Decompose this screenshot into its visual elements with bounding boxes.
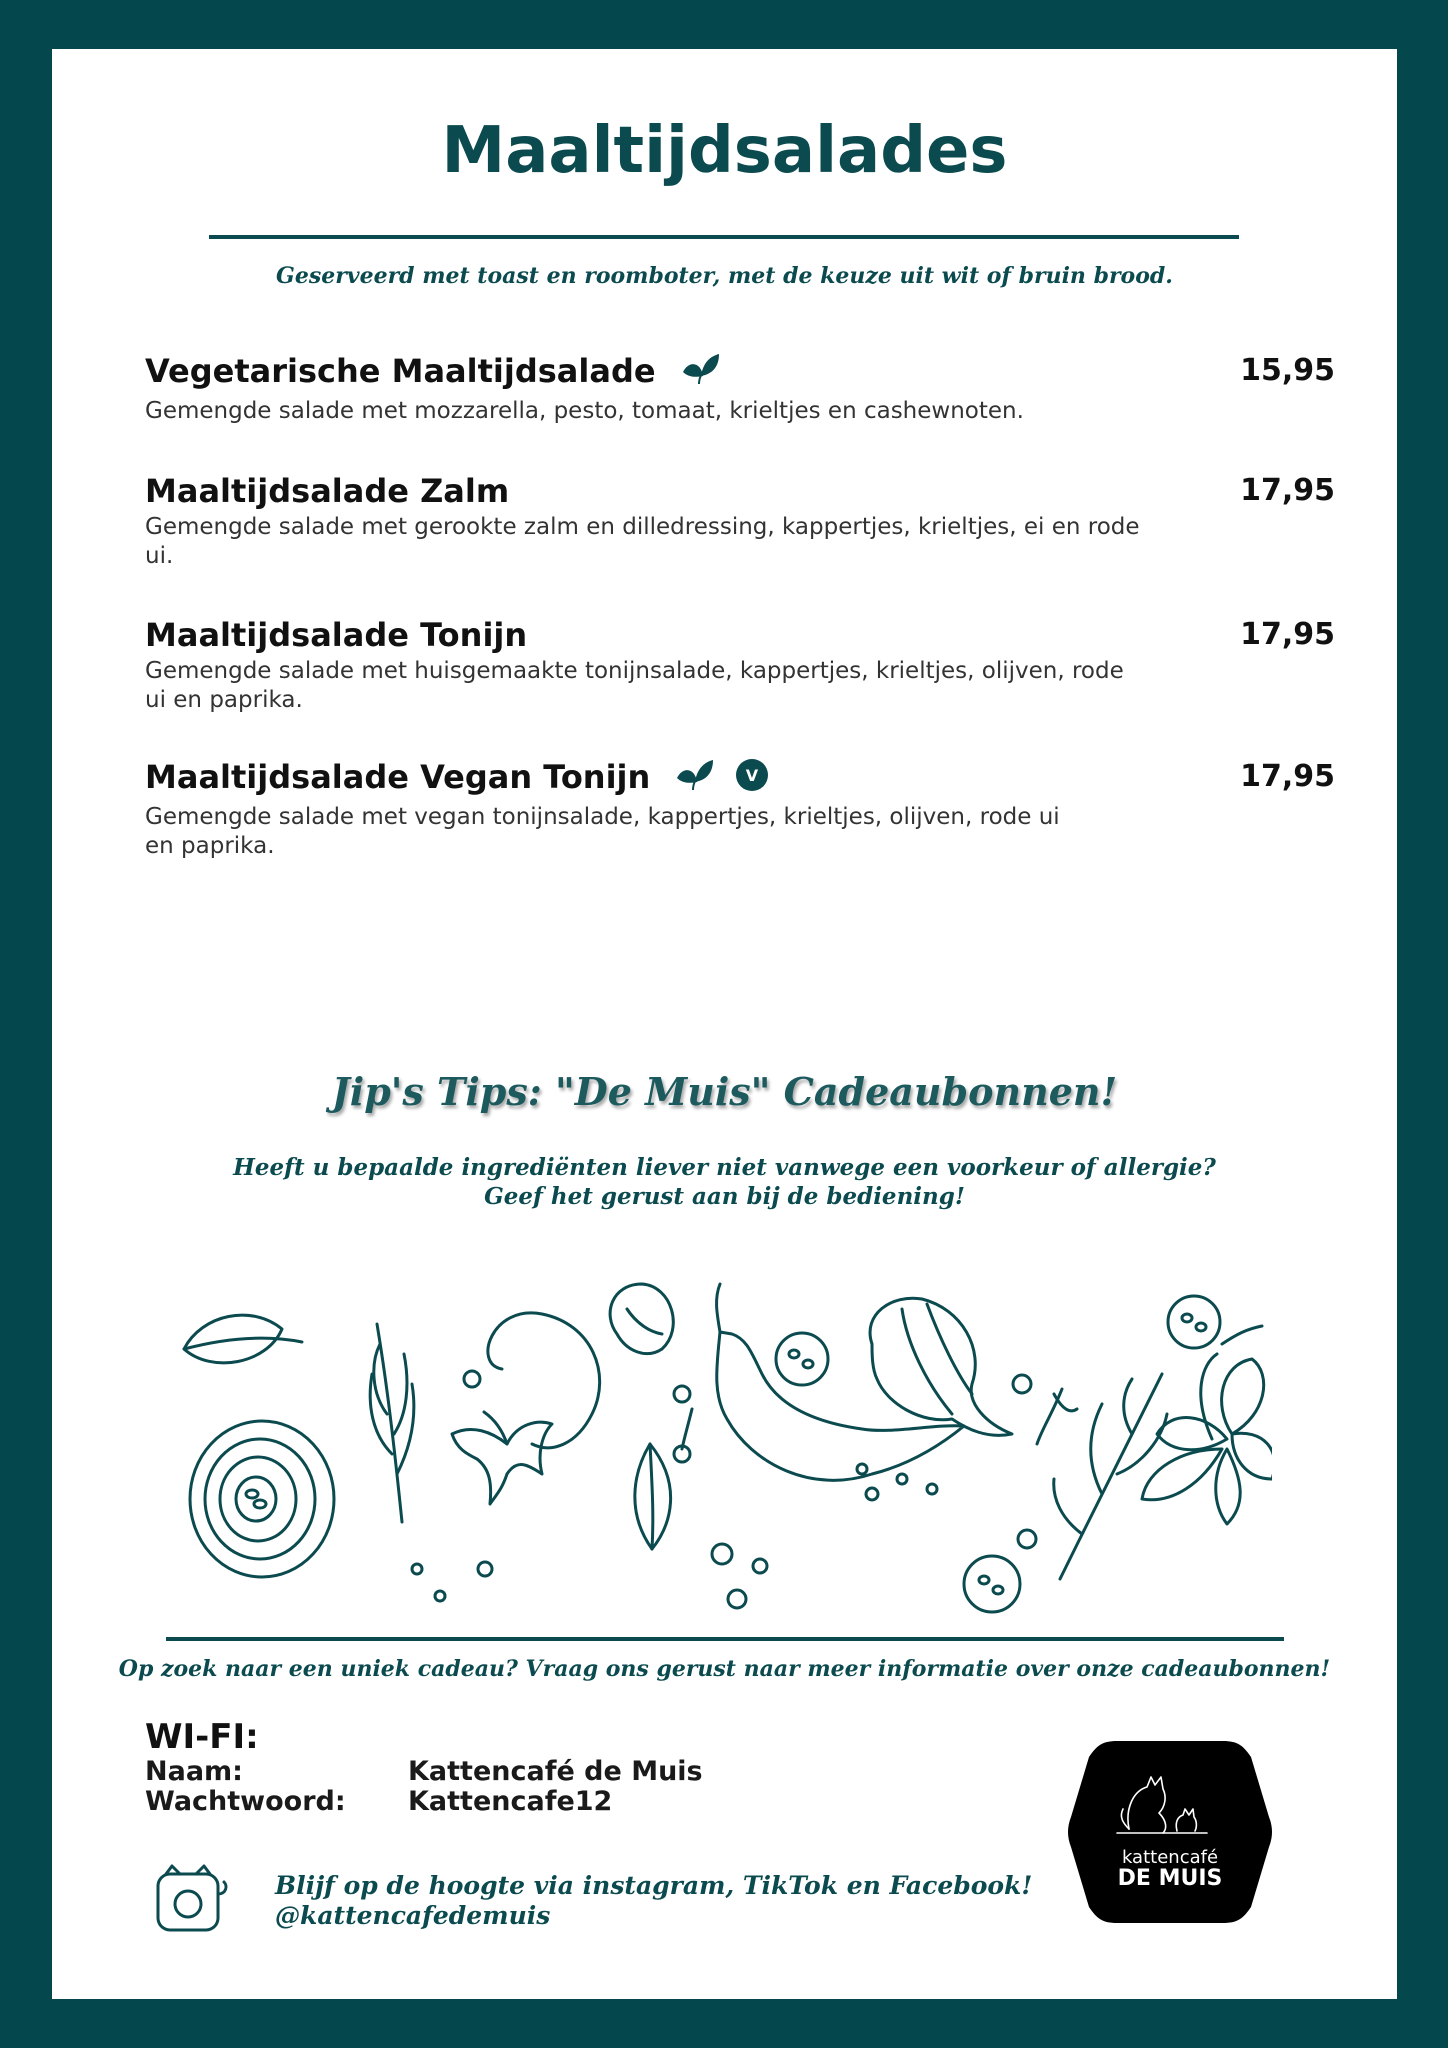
basil-leaf-illustration	[635, 1444, 671, 1549]
onion-slice-illustration	[190, 1421, 334, 1577]
leaf-icon	[673, 758, 715, 801]
wifi-password-row	[145, 1786, 612, 1817]
item-description: Gemengde salade met vegan tonijnsalade, kappertjes, krieltjes, olijven, rode ui en paprika.	[145, 803, 1060, 859]
menu-item	[145, 471, 1335, 571]
social-text	[275, 1871, 1032, 1931]
basil-bunch-illustration	[1142, 1354, 1272, 1524]
menu-page	[52, 49, 1397, 1999]
instagram-icon	[152, 1864, 232, 1934]
social-handle: @kattencafedemuis	[275, 1901, 551, 1930]
wifi-password-value: Kattencafe12	[408, 1786, 613, 1817]
menu-item	[145, 615, 1335, 715]
logo-line-1: kattencafé	[1121, 1847, 1219, 1868]
footer-divider	[166, 1637, 1284, 1641]
garlic-illustration	[610, 1284, 673, 1354]
item-name: Maaltijdsalade Tonijn	[145, 616, 528, 654]
tips-text	[52, 1153, 1397, 1211]
vegan-mark: V	[745, 765, 758, 785]
page-title: Maaltijdsalades	[441, 114, 1008, 188]
logo-line-2: DE MUIS	[1117, 1866, 1223, 1891]
leaf-illustration	[184, 1315, 302, 1363]
item-price: 15,95	[1240, 353, 1335, 388]
vegan-v-icon	[735, 758, 769, 801]
tomato-illustration	[452, 1313, 600, 1504]
wifi-name-value: Kattencafé de Muis	[408, 1756, 703, 1787]
clove-illustration	[674, 1389, 1077, 1462]
item-price: 17,95	[1240, 759, 1335, 794]
onion-illustration	[870, 1298, 1012, 1435]
rosemary-right-illustration	[1054, 1374, 1167, 1579]
menu-item	[145, 757, 1335, 861]
pea-dots-illustration	[412, 1371, 1036, 1608]
cafe-logo	[1067, 1741, 1273, 1923]
item-description: Gemengde salade met gerookte zalm en dilledressing, kappertjes, krieltjes, ei en rode ui.	[145, 514, 1140, 569]
tips-title: Jip's Tips: "De Muis" Cadeaubonnen!	[331, 1069, 1118, 1114]
social-line: Blijf op de hoogte via instagram, TikTok en Facebook!	[275, 1871, 1033, 1900]
vegetable-illustration	[172, 1254, 1272, 1634]
item-name: Maaltijdsalade Zalm	[145, 472, 510, 510]
chili-pepper-illustration	[717, 1284, 964, 1480]
item-description: Gemengde salade met huisgemaakte tonijnsalade, kappertjes, krieltjes, olijven, rode ui en paprika.	[145, 658, 1124, 713]
item-name: Maaltijdsalade Vegan Tonijn	[145, 758, 651, 796]
wifi-password-label: Wachtwoord:	[145, 1786, 346, 1817]
wifi-title: WI-FI:	[145, 1717, 259, 1757]
menu-item	[145, 351, 1335, 426]
item-name: Vegetarische Maaltijdsalade	[145, 352, 656, 390]
title-divider	[209, 235, 1239, 239]
wifi-name-label: Naam:	[145, 1756, 243, 1787]
rosemary-illustration	[370, 1324, 414, 1522]
gift-card-text: Op zoek naar een uniek cadeau? Vraag ons gerust naar meer informatie over onze cadeaubonnen!	[118, 1656, 1331, 1682]
leaf-icon	[679, 352, 721, 395]
tips-line-1: Heeft u bepaalde ingrediënten liever niet vanwege een voorkeur of allergie?	[233, 1154, 1216, 1181]
wifi-name-row	[145, 1756, 703, 1787]
item-description: Gemengde salade met mozzarella, pesto, tomaat, krieltjes en cashewnoten.	[145, 397, 1024, 424]
tips-line-2: Geef het gerust aan bij de bediening!	[484, 1183, 965, 1210]
item-price: 17,95	[1240, 473, 1335, 508]
menu-subtitle: Geserveerd met toast en roomboter, met de keuze uit wit of bruin brood.	[276, 263, 1173, 289]
item-price: 17,95	[1240, 617, 1335, 652]
